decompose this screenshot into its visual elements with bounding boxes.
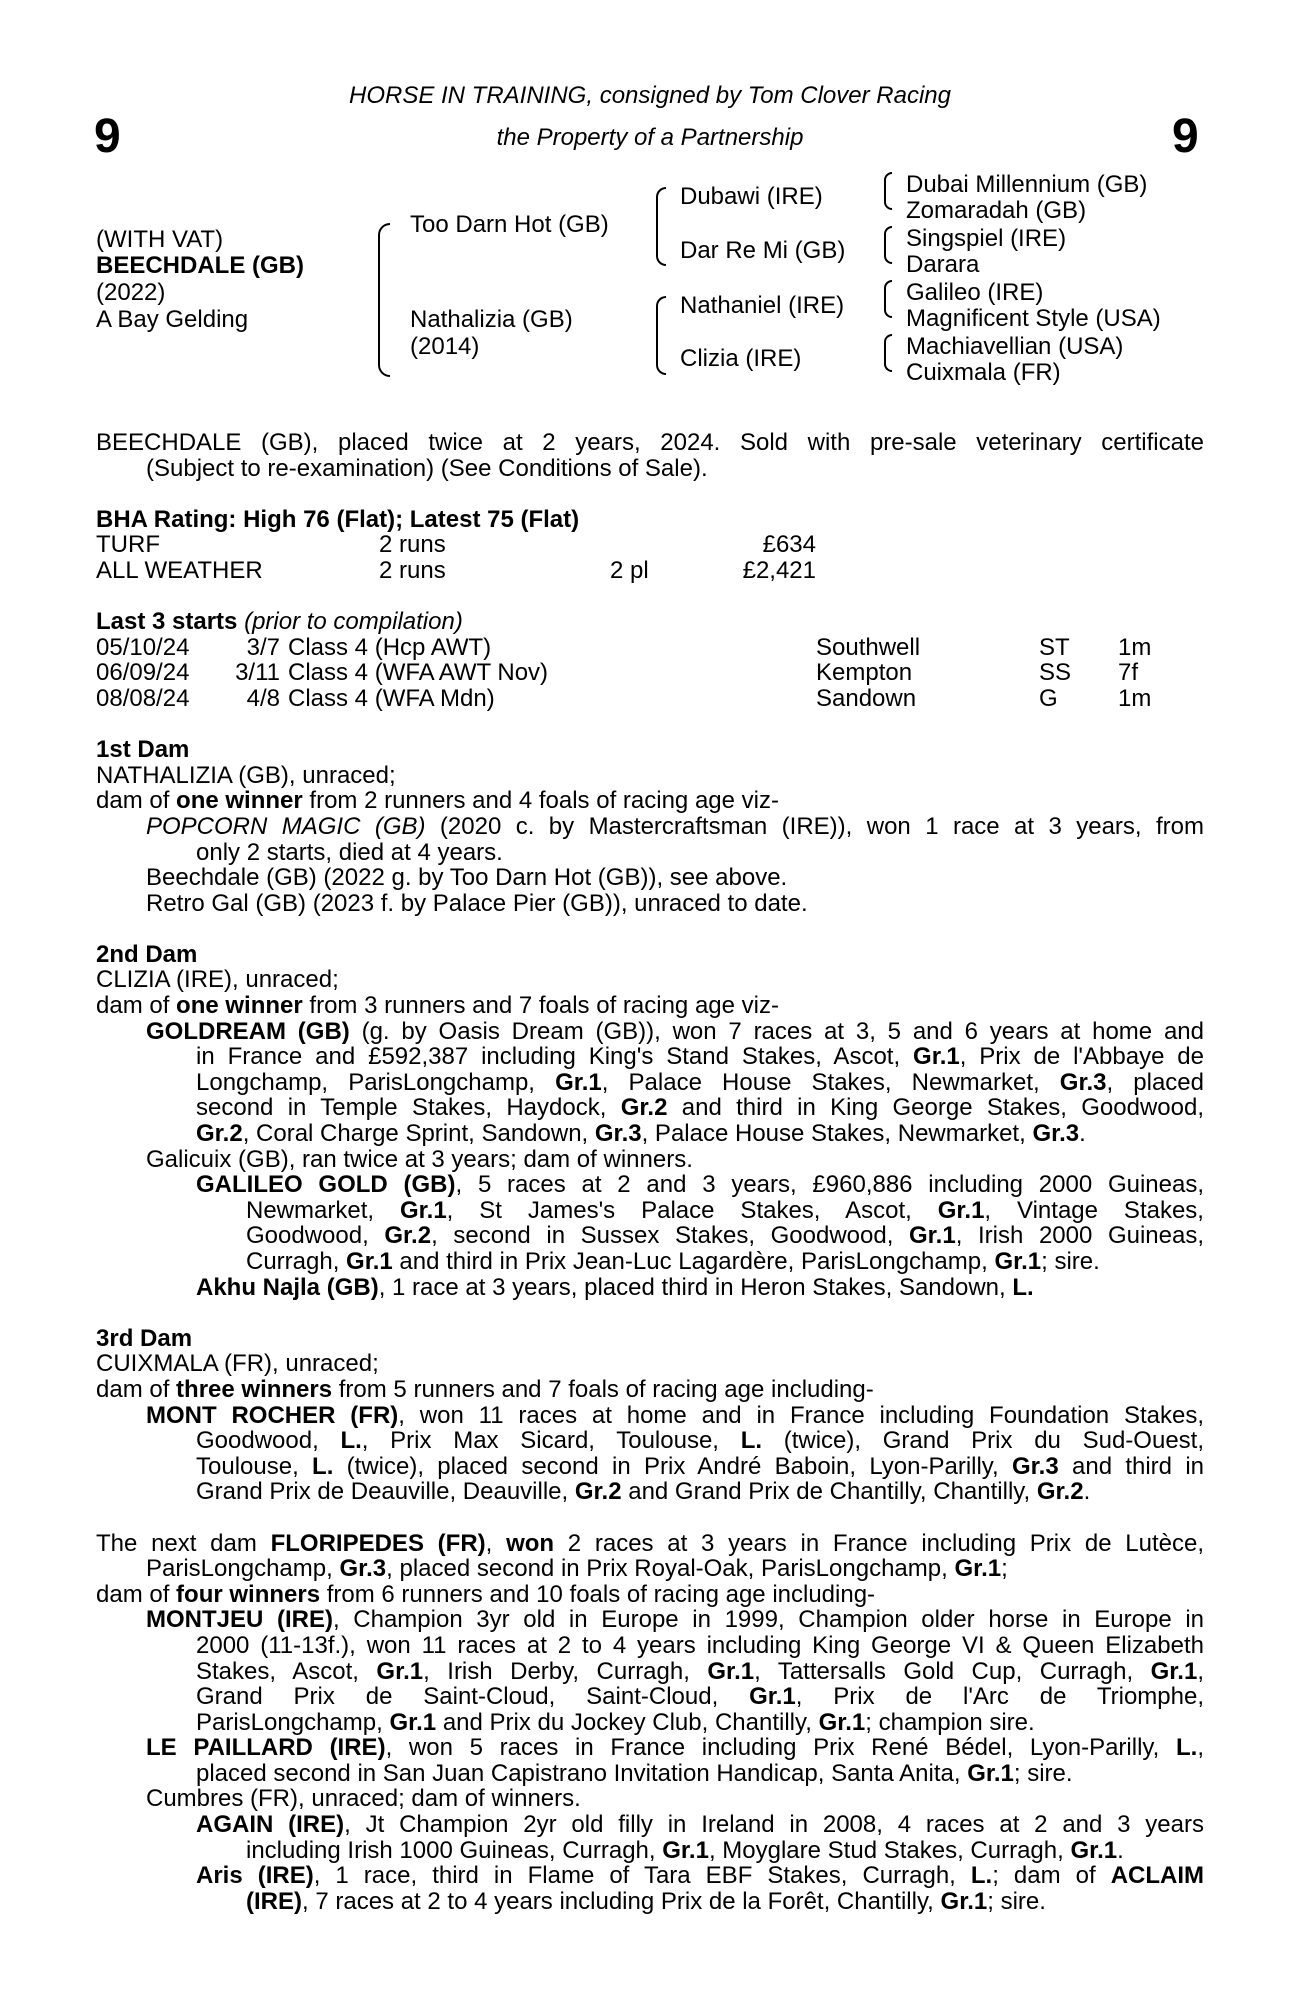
second-dam-line: dam of one winner from 3 runners and 7 foals of racing age viz- (96, 992, 779, 1020)
summary-section (96, 430, 1204, 1914)
next-dam-line: Stakes, Ascot, Gr.1, Irish Derby, Curragh, Gr.1, Tattersalls Gold Cup, Curragh, Gr.1, (196, 1657, 1204, 1685)
rating-heading: BHA Rating: High 76 (Flat); Latest 75 (Flat) (96, 505, 580, 533)
ancestor-3: Singspiel (IRE) (906, 225, 1067, 252)
first-dam-line: only 2 starts, died at 4 years. (196, 838, 503, 866)
next-dam-line: AGAIN (IRE), Jt Champion 2yr old filly in Ireland in 2008, 4 races at 2 and 3 years (196, 1811, 1204, 1839)
rating-row (96, 558, 1204, 584)
start-course: Southwell (816, 633, 921, 661)
ancestor-5: Galileo (IRE) (906, 279, 1044, 306)
second-dam-line: in France and £592,387 including King's Stand Stakes, Ascot, Gr.1, Prix de l'Abbaye de (196, 1043, 1205, 1071)
first-dam-heading: 1st Dam (96, 736, 190, 764)
lot-number-right: 9 (1172, 110, 1199, 163)
start-row (96, 660, 1204, 686)
start-distance: 1m (1118, 633, 1152, 661)
next-dam-line: Grand Prix de Saint-Cloud, Saint-Cloud, Gr.1, Prix de l'Arc de Triomphe, (196, 1683, 1204, 1711)
rating-runs: 2 runs (379, 556, 446, 584)
start-race: Class 4 (Hcp AWT) (288, 633, 492, 661)
next-dam-line: Cumbres (FR), unraced; dam of winners. (146, 1785, 581, 1813)
ancestor-2: Zomaradah (GB) (906, 197, 1087, 224)
ancestor-6: Magnificent Style (USA) (906, 305, 1161, 332)
start-date: 08/08/24 (96, 684, 190, 712)
second-dam-line: Akhu Najla (GB), 1 race at 3 years, placed third in Heron Stakes, Sandown, L. (196, 1273, 1034, 1301)
third-dam-line: Toulouse, L. (twice), placed second in Prix André Baboin, Lyon-Parilly, Gr.3 and third in (196, 1452, 1205, 1480)
g-brace-4 (884, 334, 892, 372)
start-race: Class 4 (WFA Mdn) (288, 684, 495, 712)
last-starts-heading: Last 3 starts (prior to compilation) (96, 608, 463, 636)
next-dam-line: placed second in San Juan Capistrano Invitation Handicap, Santa Anita, Gr.1; sire. (196, 1759, 1073, 1787)
third-dam-line: CUIXMALA (FR), unraced; (96, 1350, 379, 1378)
horse-year: (2022) (96, 279, 166, 306)
first-dam-line: NATHALIZIA (GB), unraced; (96, 761, 396, 789)
next-dam-line: dam of four winners from 6 runners and 10 foals of racing age including- (96, 1580, 876, 1608)
g-brace-3 (884, 280, 892, 318)
start-distance: 7f (1118, 659, 1139, 687)
second-dam-line: GALILEO GOLD (GB), 5 races at 2 and 3 years, £960,886 including 2000 Guineas, (196, 1171, 1205, 1199)
rating-placed: 2 pl (610, 556, 649, 584)
sire: Too Darn Hot (GB) (410, 211, 609, 238)
third-dam-heading: 3rd Dam (96, 1324, 193, 1352)
ancestor-1: Dubai Millennium (GB) (906, 171, 1148, 198)
next-dam-line: The next dam FLORIPEDES (FR), won 2 races at 3 years in France including Prix de Lutèce, (96, 1529, 1205, 1557)
third-dam-line: Goodwood, L., Prix Max Sicard, Toulouse, L. (twice), Grand Prix du Sud-Ouest, (196, 1427, 1205, 1455)
next-dam-line: 2000 (11-13f.), won 11 races at 2 to 4 years including King George VI & Queen Elizabeth (196, 1631, 1204, 1659)
dam-year: (2014) (410, 333, 480, 360)
start-date: 05/10/24 (96, 633, 190, 661)
start-race: Class 4 (WFA AWT Nov) (288, 659, 549, 687)
next-dam-line: ParisLongchamp, Gr.1 and Prix du Jockey Club, Chantilly, Gr.1; champion sire. (196, 1708, 1035, 1736)
vat-note: (WITH VAT) (96, 226, 224, 253)
summary-line-1: BEECHDALE (GB), placed twice at 2 years, 2024. Sold with pre-sale veterinary certificate (96, 429, 1204, 456)
second-dam-heading: 2nd Dam (96, 940, 198, 968)
dam-brace (656, 296, 666, 375)
rating-row (96, 532, 1204, 558)
start-position: 4/8 (246, 684, 280, 712)
second-dam-line: Curragh, Gr.1 and third in Prix Jean-Luc Lagardère, ParisLongchamp, Gr.1; sire. (246, 1248, 1100, 1275)
start-row (96, 635, 1204, 661)
summary-line-2: (Subject to re-examination) (See Conditions of Sale). (146, 454, 708, 482)
start-course: Kempton (816, 659, 913, 687)
first-dam-line: dam of one winner from 2 runners and 4 foals of racing age viz- (96, 787, 779, 815)
second-dam-line: GOLDREAM (GB) (g. by Oasis Dream (GB)), won 7 races at 3, 5 and 6 years at home and (146, 1017, 1204, 1045)
ancestor-8: Cuixmala (FR) (906, 359, 1061, 386)
rating-earnings: £634 (762, 531, 816, 559)
next-dam-line: Aris (IRE), 1 race, third in Flame of Tara EBF Stakes, Curragh, L.; dam of ACLAIM (196, 1862, 1205, 1890)
rating-runs: 2 runs (379, 531, 446, 559)
sire-brace (656, 187, 666, 266)
page-title: HORSE IN TRAINING, consigned by Tom Clover Racing (349, 82, 951, 109)
third-dam-line: MONT ROCHER (FR), won 11 races at home and in France including Foundation Stakes, (146, 1401, 1205, 1429)
next-dam-line: ParisLongchamp, Gr.3, placed second in Prix Royal-Oak, ParisLongchamp, Gr.1; (146, 1555, 1008, 1583)
pedigree-brace (378, 223, 390, 377)
sire-dam: Dar Re Mi (GB) (680, 237, 846, 264)
next-dam-line: including Irish 1000 Guineas, Curragh, Gr.1, Moyglare Stud Stakes, Curragh, Gr.1. (246, 1836, 1124, 1864)
second-dam-line: Goodwood, Gr.2, second in Sussex Stakes, Goodwood, Gr.1, Irish 2000 Guineas, (246, 1222, 1204, 1250)
first-dam-line: Beechdale (GB) (2022 g. by Too Darn Hot (GB)), see above. (146, 864, 788, 892)
start-going: SS (1039, 659, 1072, 687)
second-dam-line: CLIZIA (IRE), unraced; (96, 966, 339, 994)
dam-dam: Clizia (IRE) (680, 345, 802, 372)
page-subtitle: the Property of a Partnership (496, 124, 804, 151)
second-dam-line: Longchamp, ParisLongchamp, Gr.1, Palace House Stakes, Newmarket, Gr.3, placed (196, 1068, 1204, 1096)
ancestor-7: Machiavellian (USA) (906, 333, 1124, 360)
second-dam-line: Gr.2, Coral Charge Sprint, Sandown, Gr.3, Palace House Stakes, Newmarket, Gr.3. (196, 1120, 1086, 1148)
second-dam-line: Newmarket, Gr.1, St James's Palace Stakes, Ascot, Gr.1, Vintage Stakes, (246, 1196, 1204, 1224)
rating-surface: ALL WEATHER (96, 556, 263, 584)
next-dam-line: (IRE), 7 races at 2 to 4 years including Prix de la Forêt, Chantilly, Gr.1; sire. (246, 1887, 1046, 1915)
start-course: Sandown (816, 684, 917, 712)
lot-number-left: 9 (94, 110, 121, 163)
start-going: ST (1039, 633, 1070, 661)
first-dam-line: POPCORN MAGIC (GB) (2020 c. by Mastercraftsman (IRE)), won 1 race at 3 years, from (146, 812, 1205, 840)
dam: Nathalizia (GB) (410, 306, 573, 333)
rating-surface: TURF (96, 531, 160, 559)
start-position: 3/11 (235, 659, 280, 687)
start-date: 06/09/24 (96, 659, 190, 687)
second-dam-line: second in Temple Stakes, Haydock, Gr.2 and third in King George Stakes, Goodwood, (196, 1094, 1204, 1122)
g-brace-2 (884, 226, 892, 264)
horse-name: BEECHDALE (GB) (96, 252, 304, 279)
start-distance: 1m (1118, 684, 1152, 712)
second-dam-line: Galicuix (GB), ran twice at 3 years; dam of winners. (146, 1145, 693, 1173)
third-dam-line: Grand Prix de Deauville, Deauville, Gr.2 and Grand Prix de Chantilly, Chantilly, Gr.2. (196, 1478, 1091, 1506)
g-brace-1 (884, 172, 892, 210)
next-dam-line: LE PAILLARD (IRE), won 5 races in France including Prix René Bédel, Lyon-Parilly, L., (146, 1734, 1204, 1762)
start-row (96, 686, 1204, 712)
dam-sire: Nathaniel (IRE) (680, 292, 845, 319)
start-position: 3/7 (246, 633, 280, 661)
start-going: G (1039, 684, 1058, 712)
sire-sire: Dubawi (IRE) (680, 183, 823, 210)
next-dam-line: MONTJEU (IRE), Champion 3yr old in Europe in 1999, Champion older horse in Europe in (146, 1606, 1205, 1634)
horse-description: A Bay Gelding (96, 306, 249, 333)
third-dam-line: dam of three winners from 5 runners and 7 foals of racing age including- (96, 1375, 874, 1403)
first-dam-line: Retro Gal (GB) (2023 f. by Palace Pier (GB)), unraced to date. (146, 889, 808, 917)
ancestor-4: Darara (906, 251, 980, 278)
rating-earnings: £2,421 (742, 556, 816, 584)
